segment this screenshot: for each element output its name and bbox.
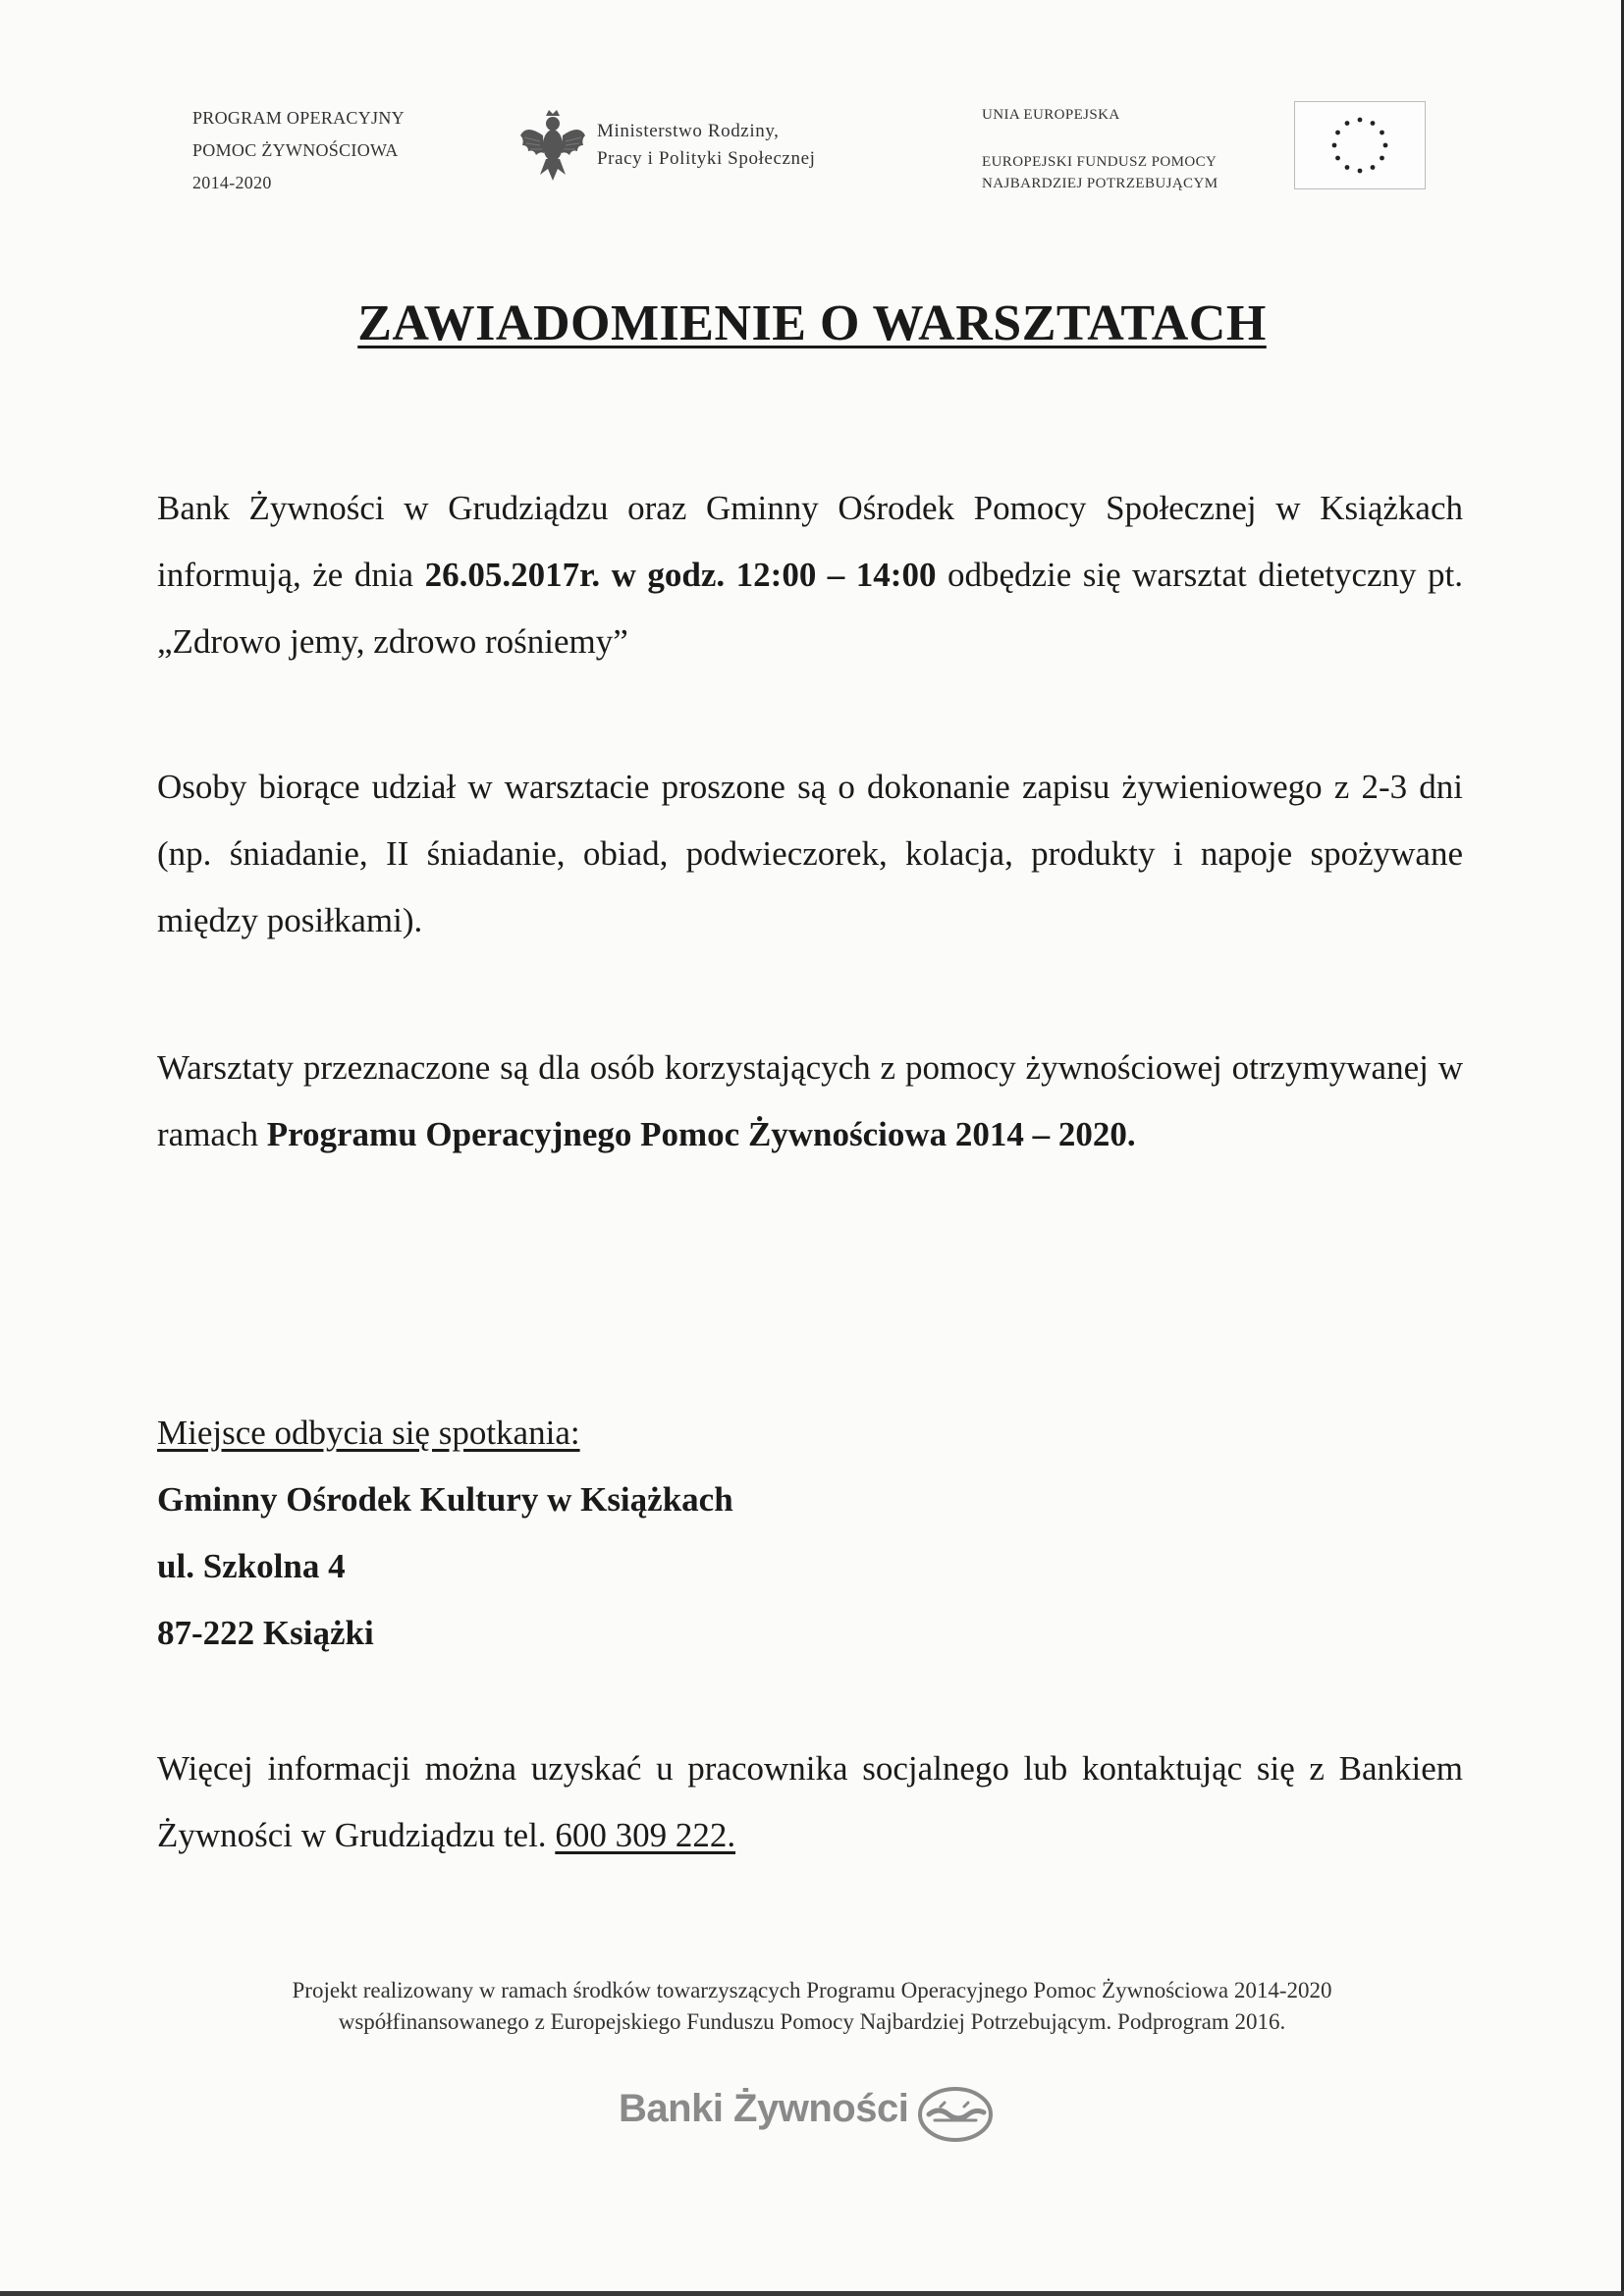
contact-paragraph (157, 1735, 1463, 1869)
banki-zywnosci-logo-text: Banki Żywności (619, 2087, 909, 2130)
food-bank-icon (915, 2085, 996, 2144)
program-logo (192, 102, 405, 199)
phone-number[interactable]: 600 309 222. (555, 1816, 736, 1854)
eu-fund-logo (982, 104, 1218, 194)
polish-eagle-icon (518, 106, 587, 185)
footer-line1: Projekt realizowany w ramach środków towarzyszących Programu Operacyjnego Pomoc Żywnościowa 2014-2020 (292, 1978, 1332, 2002)
banki-zywnosci-logo (619, 2085, 1031, 2144)
venue-label: Miejsce odbycia się spotkania: (157, 1414, 580, 1452)
program-logo-line2: POMOC ŻYWNOŚCIOWA (192, 140, 399, 160)
eu-star (1380, 156, 1384, 161)
venue-section (157, 1400, 1463, 1667)
eu-star (1371, 121, 1376, 126)
scan-edge-bottom (0, 2291, 1624, 2296)
ministry-line1: Ministerstwo Rodziny, (597, 121, 780, 141)
eu-flag-icon (1294, 101, 1426, 189)
eu-star (1358, 118, 1363, 123)
eu-line3: NAJBARDZIEJ POTRZEBUJĄCYM (982, 176, 1218, 191)
audience-paragraph (157, 1035, 1463, 1168)
paragraph1-text-c: odbędzie się warsztat dietetyczny pt. „Zdrowo jemy, zdrowo rośniemy” (157, 556, 1463, 661)
eu-star (1371, 165, 1376, 170)
workshop-date: 26.05.2017r. (424, 556, 601, 594)
eu-star (1345, 121, 1350, 126)
eu-star (1358, 169, 1363, 174)
workshop-time: w godz. 12:00 – 14:00 (611, 556, 937, 594)
eu-star (1335, 131, 1340, 135)
instructions-paragraph: Osoby biorące udział w warsztacie proszone są o dokonanie zapisu żywieniowego z 2-3 dni (np. śniadanie, II śniadanie, obiad, podwieczorek, kolacja, produkty i napoje spożywane między posiłkami). (157, 768, 1463, 939)
contact-text: Więcej informacji można uzyskać u pracownika socjalnego lub kontaktując się z Bankiem Żywności w Grudziądzu tel. (157, 1749, 1463, 1854)
eu-star (1345, 165, 1350, 170)
eu-line1: UNIA EUROPEJSKA (982, 107, 1120, 123)
ministry-logo (518, 106, 911, 185)
venue-city: 87-222 Książki (157, 1614, 374, 1652)
paragraph1-text-a: Bank Żywności w Grudziądzu oraz Gminny Ośrodek Pomocy Społecznej w Książkach informują, że dnia (157, 489, 1463, 594)
venue-name: Gminny Ośrodek Kultury w Książkach (157, 1480, 733, 1519)
eu-star (1335, 156, 1340, 161)
venue-street: ul. Szkolna 4 (157, 1547, 346, 1585)
program-name: Programu Operacyjnego Pomoc Żywnościowa 2014 – 2020. (266, 1115, 1136, 1153)
paragraph3-text-a: Warsztaty przeznaczone są dla osób korzystających z pomocy żywnościowej otrzymywanej w ramach (157, 1048, 1463, 1153)
ministry-line2: Pracy i Polityki Społecznej (597, 148, 816, 169)
eu-line2: EUROPEJSKI FUNDUSZ POMOCY (982, 154, 1218, 170)
footer-line2: współfinansowanego z Europejskiego Funduszu Pomocy Najbardziej Potrzebującym. Podprogram 2016. (338, 2009, 1286, 2034)
document-title: ZAWIADOMIENIE O WARSZTATACH (357, 295, 1267, 351)
eu-star (1383, 143, 1388, 148)
footer-note (0, 1975, 1624, 2038)
announcement-paragraph (157, 475, 1463, 675)
program-logo-line1: PROGRAM OPERACYJNY (192, 108, 405, 128)
eu-star (1380, 131, 1384, 135)
paragraph1-space (600, 556, 612, 594)
program-logo-line3: 2014-2020 (192, 173, 272, 192)
eu-star (1332, 143, 1337, 148)
